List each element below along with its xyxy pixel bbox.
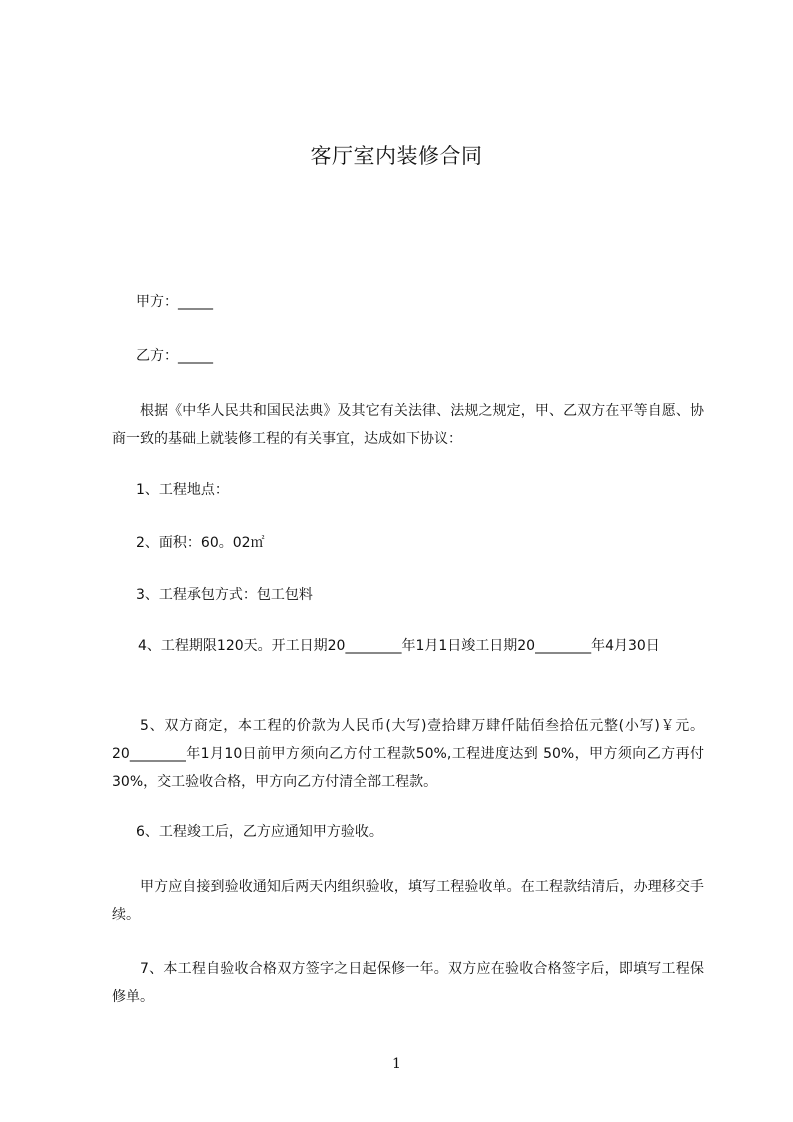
clause-7: 7、本工程自验收合格双方签字之日起保修一年。双方应在验收合格签字后，即填写工程保修单。 [112, 961, 704, 1005]
clause-5: 5、双方商定，本工程的价款为人民币(大写)壹拾肆万肆仟陆佰叁拾伍元整(小写)￥元。20________年1月10日前甲方须向乙方付工程款50%,工程进度达到 50%，甲方须向乙方再付30%，交工验收合格，甲方向乙方付清全部工程款。 [112, 718, 704, 790]
clause-4: 4、工程期限120天。开工日期20________年1月1日竣工日期20________年4月30日 [138, 638, 660, 654]
page-number: 1 [392, 1056, 401, 1072]
document-title: 客厅室内装修合同 [310, 144, 483, 168]
intro-paragraph: 根据《中华人民共和国民法典》及其它有关法律、法规之规定，甲、乙双方在平等自愿、协商一致的基础上就装修工程的有关事宜，达成如下协议： [112, 403, 704, 447]
clause-6: 6、工程竣工后，乙方应通知甲方验收。 [136, 824, 383, 840]
party-b-line: 乙方：_____ [136, 348, 213, 364]
party-a-line: 甲方：_____ [136, 294, 213, 310]
clause-1: 1、工程地点： [136, 482, 229, 498]
clause-6-detail: 甲方应自接到验收通知后两天内组织验收，填写工程验收单。在工程款结清后，办理移交手续。 [112, 879, 704, 923]
clause-2: 2、面积：60。02㎡ [136, 535, 265, 551]
clause-3: 3、工程承包方式：包工包料 [136, 587, 313, 603]
